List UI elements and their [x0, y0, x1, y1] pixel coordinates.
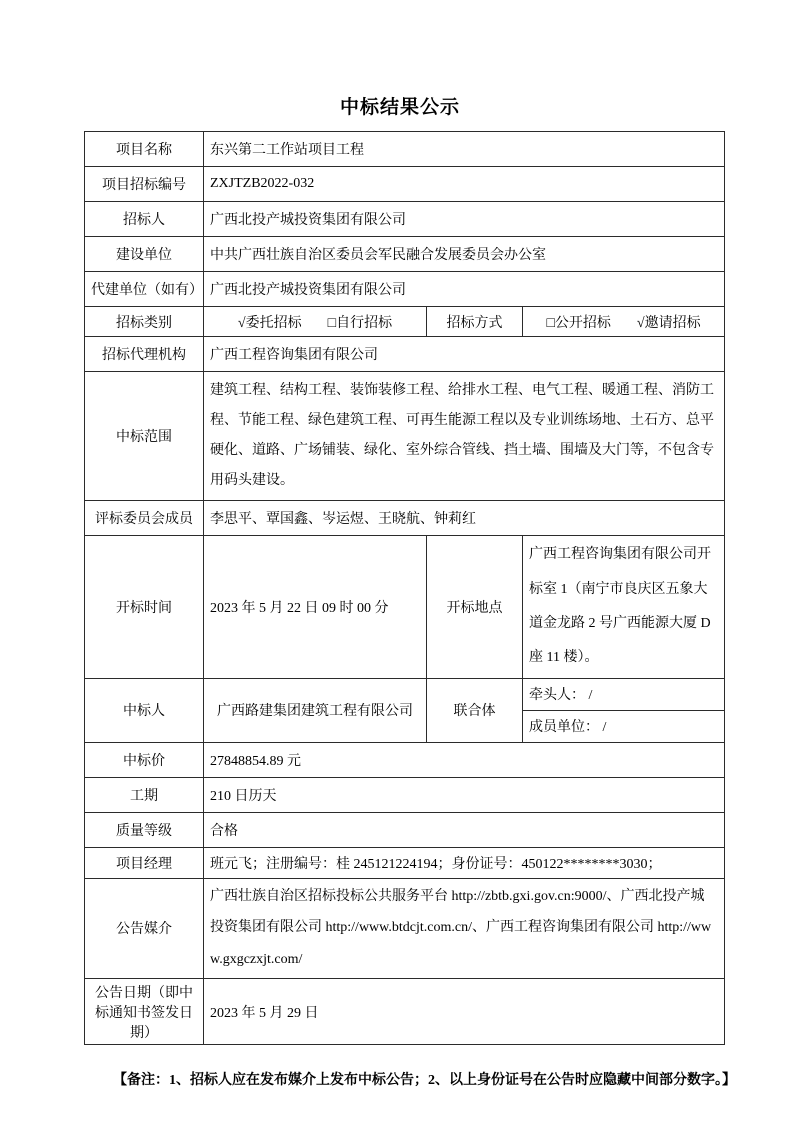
opening-place-label: 开标地点 — [427, 536, 523, 678]
tender-category-options — [204, 307, 427, 337]
consortium-label: 联合体 — [427, 678, 523, 742]
price-label: 中标价 — [85, 742, 204, 777]
row-project-name — [85, 132, 725, 167]
row-construction-unit — [85, 237, 725, 272]
row-media — [85, 878, 725, 979]
agent-construction-unit-value: 广西北投产城投资集团有限公司 — [204, 272, 725, 307]
agent-construction-unit-label: 代建单位（如有） — [85, 272, 204, 307]
tenderer-value: 广西北投产城投资集团有限公司 — [204, 202, 725, 237]
announce-date-value: 2023 年 5 月 29 日 — [204, 979, 725, 1045]
row-winner — [85, 678, 725, 710]
winner-label: 中标人 — [85, 678, 204, 742]
remark-note: 【备注：1、招标人应在发布媒介上发布中标公告；2、以上身份证号在公告时应隐藏中间部分数字。】 — [113, 1073, 736, 1089]
agency-label: 招标代理机构 — [85, 337, 204, 372]
manager-label: 项目经理 — [85, 847, 204, 878]
delegate-tender-checked-option: √委托招标 — [237, 315, 302, 331]
row-announce-date — [85, 979, 725, 1045]
row-manager — [85, 847, 725, 878]
project-name-label: 项目名称 — [85, 132, 204, 167]
committee-value: 李思平、覃国鑫、岑运煜、王晓航、钟莉红 — [204, 501, 725, 536]
announce-date-label: 公告日期（即中标通知书签发日期） — [85, 979, 204, 1045]
public-tender-unchecked-option: □公开招标 — [546, 315, 611, 331]
winner-value: 广西路建集团建筑工程有限公司 — [204, 678, 427, 742]
agency-value: 广西工程咨询集团有限公司 — [204, 337, 725, 372]
media-label: 公告媒介 — [85, 878, 204, 979]
consortium-members-value: 成员单位： / — [523, 710, 725, 742]
invite-tender-checked-option: √邀请招标 — [636, 315, 701, 331]
opening-time-label: 开标时间 — [85, 536, 204, 678]
quality-value: 合格 — [204, 812, 725, 847]
row-quality — [85, 812, 725, 847]
project-name-value: 东兴第二工作站项目工程 — [204, 132, 725, 167]
opening-time-value: 2023 年 5 月 22 日 09 时 00 分 — [204, 536, 427, 678]
manager-value: 班元飞；注册编号：桂 245121224194；身份证号：450122********3030； — [204, 847, 725, 878]
row-duration — [85, 777, 725, 812]
row-agent-construction-unit — [85, 272, 725, 307]
construction-unit-label: 建设单位 — [85, 237, 204, 272]
tender-no-value: ZXJTZB2022-032 — [204, 167, 725, 202]
duration-value: 210 日历天 — [204, 777, 725, 812]
tender-method-options — [523, 307, 725, 337]
bid-result-table — [84, 131, 725, 1045]
opening-place-value: 广西工程咨询集团有限公司开标室 1（南宁市良庆区五象大道金龙路 2 号广西能源大厦 D 座 11 楼）。 — [523, 536, 725, 678]
row-committee — [85, 501, 725, 536]
scope-label: 中标范围 — [85, 372, 204, 501]
quality-label: 质量等级 — [85, 812, 204, 847]
row-price — [85, 742, 725, 777]
scope-value: 建筑工程、结构工程、装饰装修工程、给排水工程、电气工程、暖通工程、消防工程、节能工程、绿色建筑工程、可再生能源工程以及专业训练场地、土石方、总平硬化、道路、广场铺装、绿化、室外综合管线、挡土墙、围墙及大门等，不包含专用码头建设。 — [204, 372, 725, 501]
row-tender-category — [85, 307, 725, 337]
page-title: 中标结果公示 — [339, 97, 460, 118]
row-tender-no — [85, 167, 725, 202]
duration-label: 工期 — [85, 777, 204, 812]
tenderer-label: 招标人 — [85, 202, 204, 237]
self-tender-unchecked-option: □自行招标 — [327, 315, 393, 331]
tender-no-label: 项目招标编号 — [85, 167, 204, 202]
row-opening — [85, 536, 725, 678]
tender-method-label: 招标方式 — [427, 307, 523, 337]
tender-category-label: 招标类别 — [85, 307, 204, 337]
row-scope — [85, 372, 725, 501]
media-value: 广西壮族自治区招标投标公共服务平台 http://zbtb.gxi.gov.cn:9000/、广西北投产城投资集团有限公司 http://www.btdcjt.com.cn/、广西工程咨询集团有限公司 http://www.gxgczxjt.com/ — [204, 878, 725, 979]
row-agency — [85, 337, 725, 372]
committee-label: 评标委员会成员 — [85, 501, 204, 536]
row-tenderer — [85, 202, 725, 237]
construction-unit-value: 中共广西壮族自治区委员会军民融合发展委员会办公室 — [204, 237, 725, 272]
consortium-leader-value: 牵头人： / — [523, 678, 725, 710]
price-value: 27848854.89 元 — [204, 742, 725, 777]
